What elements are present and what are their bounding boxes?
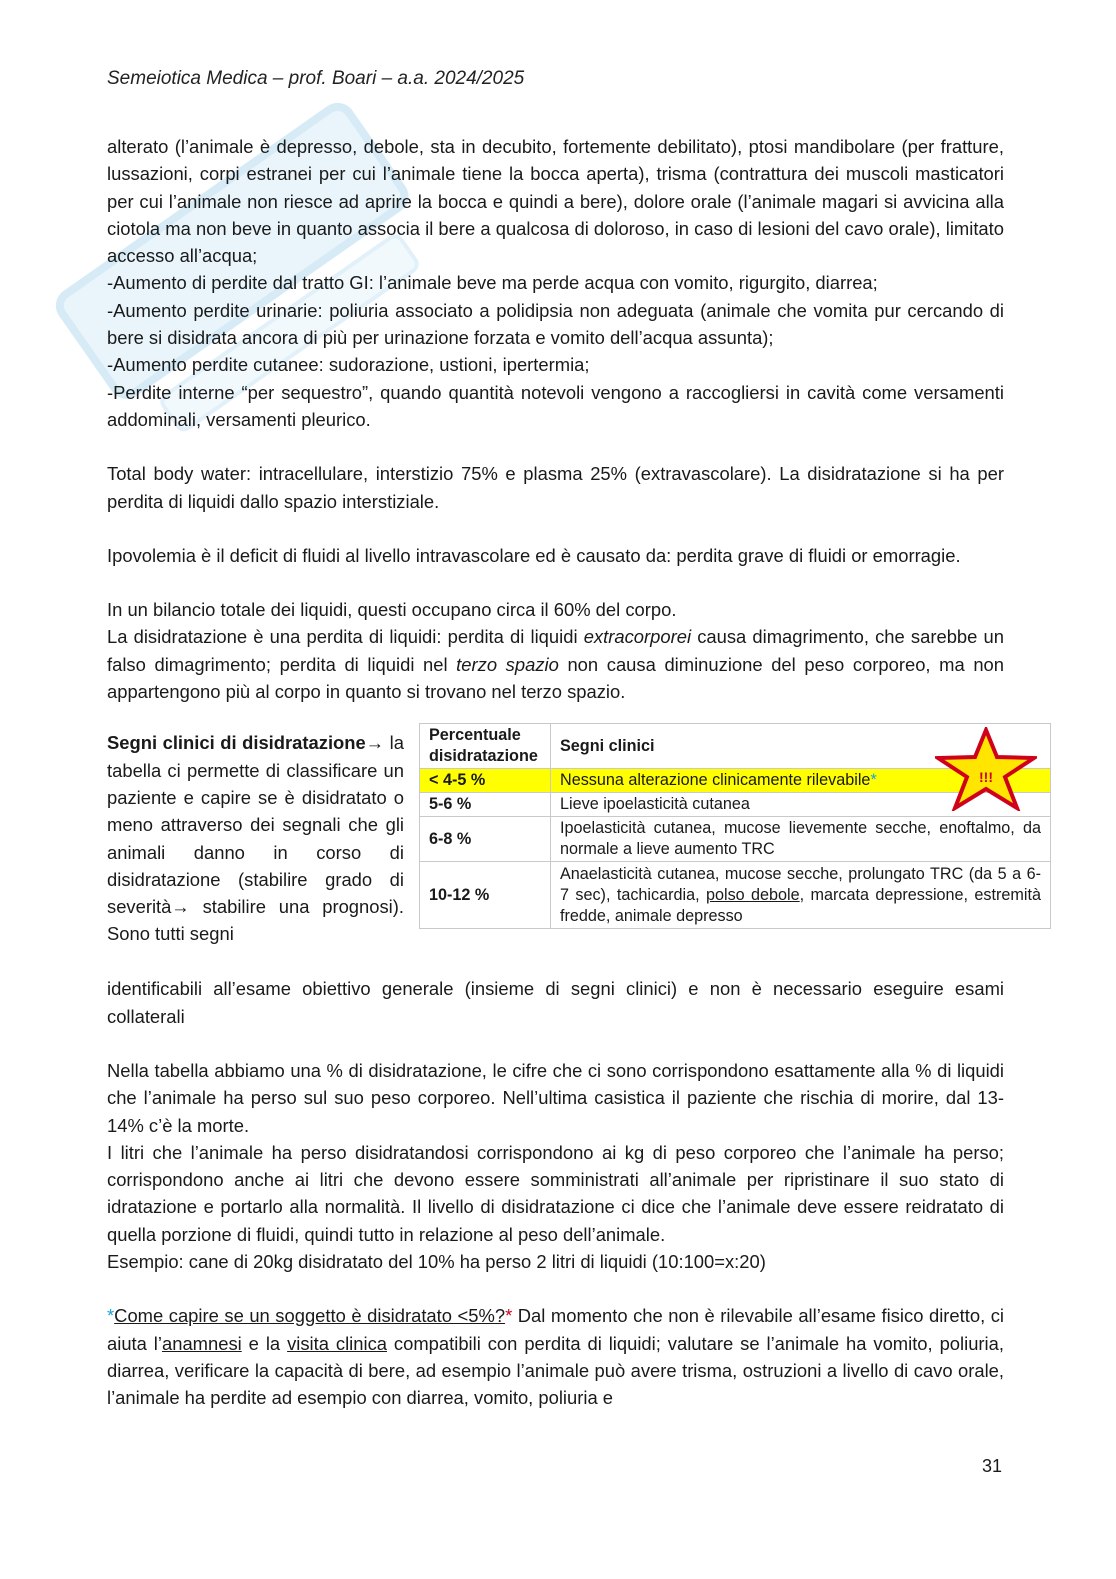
paragraph: *Come capire se un soggetto è disidratato <5%?* Dal momento che non è rilevabile all’esame fisico diretto, ci aiuta l’anamnesi e la visita clinica compatibili con perdita di liquidi; valutare se l’animale ha vomito, poliuria, diarrea, verificare la capacità di bere, ad esempio l’animale può avere trisma, ostruzioni a livello di cavo orale, l’animale ha perdite ad esempio con diarrea, vomito, poliuria e [107,1305,1004,1409]
table-header-cell: Segni clinici [551,724,1051,769]
table-cell: 5-6 % [420,793,551,817]
table-cell: 10-12 % [420,862,551,929]
table-cell: < 4-5 % [420,769,551,793]
paragraph: Total body water: intracellulare, interstizio 75% e plasma 25% (extravascolare). La disidratazione si ha per perdita di liquidi dallo spazio interstiziale. [107,463,1004,512]
section-title: Segni clinici di disidratazione→ [107,732,385,754]
paragraph: -Aumento perdite cutanee: sudorazione, ustioni, ipertermia; [107,354,590,376]
clinical-signs-intro: Segni clinici di disidratazione→ la tabella ci permette di classificare un paziente e capire se è disidratato o meno attraverso dei segnali che gli animali danno in corso di disidratazione (stabilire grado di severità→ stabilire una prognosi). Sono tutti segni [107,732,404,945]
paragraph: Ipovolemia è il deficit di fluidi al livello intravascolare ed è causato da: perdita grave di fluidi or emorragie. [107,544,961,566]
underlined-term: visita clinica [287,1332,387,1354]
paragraph: La disidratazione è una perdita di liquidi: perdita di liquidi extracorporei causa dimagrimento, che sarebbe un falso dimagrimento; perdita di liquidi nel terzo spazio non causa diminuzione del peso corporeo, ma non appartengono più al corpo in quanto si trovano nel terzo spazio. [107,626,1005,703]
paragraph: -Aumento perdite urinarie: poliuria associato a polidipsia non adeguata (animale che vomita pur cercando di bere si disidrata ancora di più per urinazione forzata e vomito dell’acqua assunta); [107,299,1004,349]
paragraph: -Aumento di perdite dal tratto GI: l’animale beve ma perde acqua con vomito, rigurgito, diarrea; [107,272,878,294]
table-header-cell: Percentuale disidratazione [420,724,551,769]
paragraph: identificabili all’esame obiettivo generale (insieme di segni clinici) e non è necessario eseguire esami collaterali [107,978,1004,1027]
asterisk-mark: * [505,1305,513,1327]
warning-star-icon [935,727,1037,811]
table-cell: Lieve ipoelasticità cutanea [551,793,1051,817]
paragraph: Esempio: cane di 20kg disidratato del 10% ha perso 2 litri di liquidi (10:100=x:20) [107,1251,766,1273]
page-header: Semeiotica Medica – prof. Boari – a.a. 2024/2025 [107,68,525,89]
asterisk-mark: * [870,771,877,790]
clinical-signs-section [107,726,1041,975]
document-body [107,133,1041,1412]
paragraph: I litri che l’animale ha perso disidratandosi corrispondono ai kg di peso corporeo che l’animale ha perso; corrispondono anche ai litri che devono essere somministrati all’animale per ripristinare il suo stato di idratazione e portarlo alla normalità. Il livello di disidratazione ci dice che l’animale deve essere reidratato di quella porzione di fluidi, quindi tutto in relazione al peso dell’animale. [107,1141,1004,1245]
paragraph: alterato (l’animale è depresso, debole, sta in decubito, fortemente debilitato), ptosi mandibolare (per fratture, lussazioni, corpi estranei per cui l’animale tiene la bocca aperta), trisma (contrattura dei muscoli masticatori per cui l’animale non riesce ad aprire la bocca e quindi a bere), dolore orale (l’animale magari si avvicina alla ciotola ma non beve in quanto associa il bere a qualcosa di doloroso, in caso di lesioni del cavo orale), limitato accesso all’acqua; [107,136,1004,267]
underlined-term: polso debole [705,885,800,904]
table-cell: 6-8 % [420,817,551,862]
question-heading: Come capire se un soggetto è disidratato <5%? [114,1305,506,1327]
asterisk-mark: * [107,1305,115,1327]
paragraph: -Perdite interne “per sequestro”, quando quantità notevoli vengono a raccogliersi in cavità come versamenti addominali, versamenti pleurico. [107,381,1004,430]
table-cell: Anaelasticità cutanea, mucose secche, prolungato TRC (da 5 a 6-7 sec), tachicardia, polso debole, marcata depressione, estremità fredde, animale depresso [551,862,1051,929]
italic-term: extracorporei [583,626,692,648]
table-cell: Ipoelasticità cutanea, mucose lievemente secche, enoftalmo, da normale a lieve aumento TRC [551,817,1051,862]
table-row [420,817,1051,862]
paragraph: In un bilancio totale dei liquidi, questi occupano circa il 60% del corpo. [107,599,677,621]
table-row [420,862,1051,929]
underlined-term: anamnesi [161,1332,242,1354]
table-cell: Nessuna alterazione clinicamente rilevabile* [551,769,1051,793]
italic-term: terzo spazio [456,653,559,675]
page-number: 31 [982,1456,1003,1476]
star-label: !!! [979,769,993,786]
paragraph: Nella tabella abbiamo una % di disidratazione, le cifre che ci sono corrispondono esattamente alla % di liquidi che l’animale ha perso sul suo peso corporeo. Nell’ultima casistica il paziente che rischia di morire, dal 13-14% c’è la morte. [107,1059,1004,1136]
